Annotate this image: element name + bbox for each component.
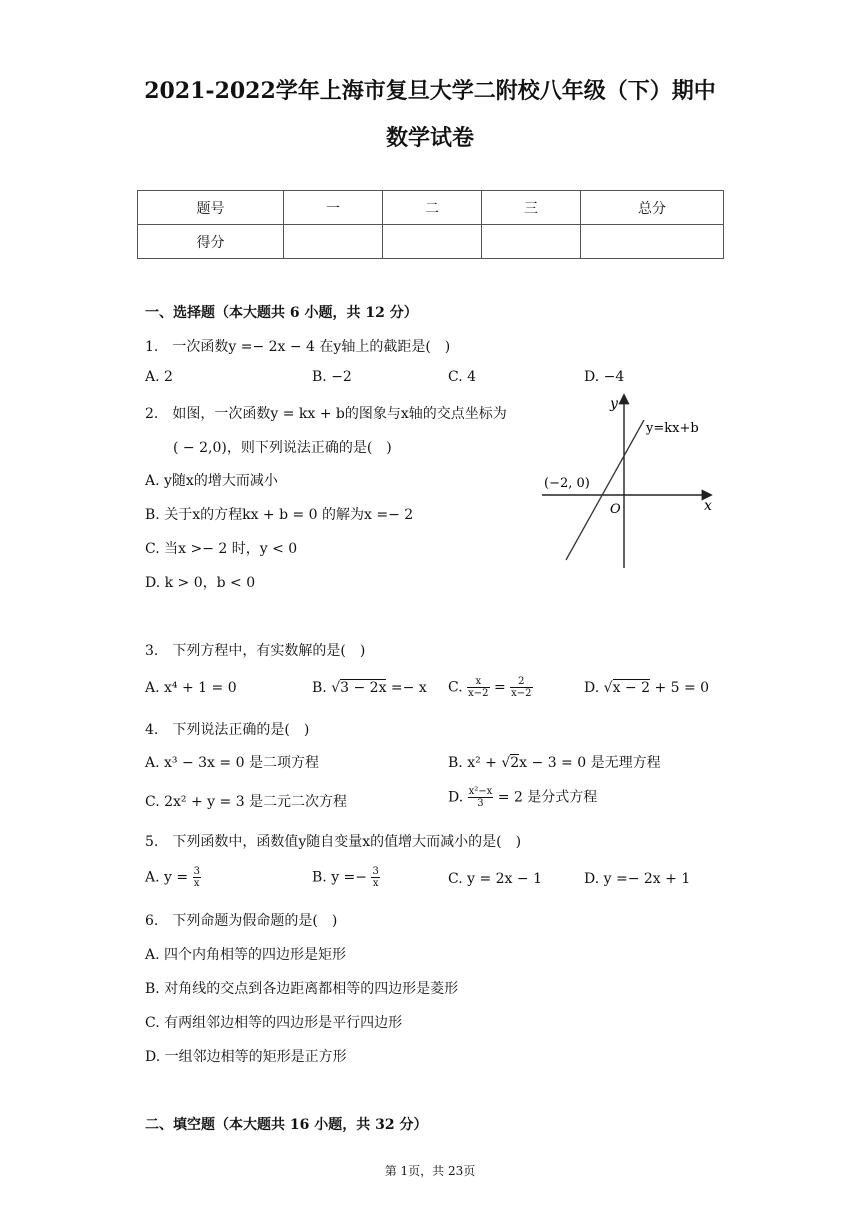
q3-b-radicand: 3 − 2x <box>340 680 387 696</box>
q5-a-prefix: A. y = <box>145 869 193 886</box>
q6-option-d: D. 一组邻边相等的矩形是正方形 <box>145 1049 347 1065</box>
q5-stem: 5. 下列函数中，函数值y随自变量x的值增大而减小的是( ) <box>145 834 522 850</box>
q2-stem-line-1: 2. 如图，一次函数y = kx + b的图象与x轴的交点坐标为 <box>145 406 507 422</box>
q5-b-fraction <box>371 866 379 889</box>
q2-option-a: A. y随x的增大而减小 <box>145 473 278 489</box>
cell-part-1: 一 <box>284 191 383 225</box>
score-table-score-row <box>138 225 724 259</box>
q3-c-fraction-left <box>467 676 489 699</box>
q5-a-num: 3 <box>193 866 200 877</box>
cell-part-2: 二 <box>383 191 482 225</box>
q3-c-prefix: C. <box>448 679 468 696</box>
q3-c-fraction-right <box>510 676 532 699</box>
section-1-heading: 一、选择题（本大题共 6 小题，共 12 分） <box>145 305 418 321</box>
intercept-point-label: (−2, 0) <box>544 476 590 491</box>
cell-question-number: 题号 <box>138 191 284 225</box>
q4-d-prefix: D. <box>448 789 468 806</box>
cell-part-3: 三 <box>482 191 581 225</box>
q5-option-b <box>312 866 380 889</box>
origin-label: O <box>610 502 621 517</box>
q3-option-b: B. √3 − 2x =− x <box>312 680 427 696</box>
x-axis-label: x <box>704 498 712 514</box>
q4-stem: 4. 下列说法正确的是( ) <box>145 722 310 738</box>
q3-c-equals: = <box>489 679 511 696</box>
q6-option-b: B. 对角线的交点到各边距离都相等的四边形是菱形 <box>145 981 459 997</box>
cell-total: 总分 <box>581 191 724 225</box>
q1-option-c: C. 4 <box>448 369 477 385</box>
title-line-1: 2021-2022学年上海市复旦大学二附校八年级（下）期中 <box>144 78 716 104</box>
section-2-heading: 二、填空题（本大题共 16 小题，共 32 分） <box>145 1117 428 1133</box>
q6-option-a: A. 四个内角相等的四边形是矩形 <box>145 947 347 963</box>
q5-a-den: x <box>193 878 200 889</box>
q4-d-den: 3 <box>477 798 484 809</box>
q3-b-suffix: =− x <box>386 680 427 696</box>
score-table-header-row <box>138 191 724 225</box>
q2-stem-line-2: ( − 2,0)，则下列说法正确的是( ) <box>173 440 392 456</box>
cell-score-2[interactable] <box>383 225 482 259</box>
linear-function-graph <box>540 392 720 572</box>
cell-score-1[interactable] <box>284 225 383 259</box>
q5-b-num: 3 <box>372 866 379 877</box>
q5-a-fraction <box>193 866 201 889</box>
q3-stem: 3. 下列方程中，有实数解的是( ) <box>145 643 366 659</box>
q3-b-prefix: B. <box>312 680 332 696</box>
q2-option-d: D. k > 0，b < 0 <box>145 575 256 591</box>
q3-c-num-right: 2 <box>510 676 532 688</box>
q5-option-a <box>145 866 201 889</box>
q4-b-radicand: 2 <box>510 755 520 771</box>
q4-option-c: C. 2x² + y = 3 是二元二次方程 <box>145 794 348 810</box>
q3-d-prefix: D. <box>584 680 604 696</box>
title-line-2: 数学试卷 <box>385 125 474 151</box>
q3-d-suffix: + 5 = 0 <box>650 680 710 696</box>
q5-option-c: C. y = 2x − 1 <box>448 871 542 887</box>
q3-c-den-left: x−2 <box>468 688 489 699</box>
cell-score-label: 得分 <box>138 225 284 259</box>
cell-score-total[interactable] <box>581 225 724 259</box>
q4-option-d <box>448 786 597 809</box>
y-axis-label: y <box>610 396 618 412</box>
q3-option-c <box>448 676 533 699</box>
q1-option-a: A. 2 <box>145 369 173 385</box>
q4-option-b: B. x² + √2x − 3 = 0 是无理方程 <box>448 755 661 771</box>
q4-d-num: x²−x <box>468 786 493 797</box>
q3-c-den-right: x−2 <box>511 688 532 699</box>
q1-stem: 1. 一次函数y =− 2x − 4 在y轴上的截距是( ) <box>145 339 451 355</box>
q1-option-b: B. −2 <box>312 369 352 385</box>
q3-d-radicand: x − 2 <box>612 680 650 696</box>
q3-c-num-left: x <box>467 676 489 688</box>
cell-score-3[interactable] <box>482 225 581 259</box>
q3-option-d: D. √x − 2 + 5 = 0 <box>584 680 710 696</box>
q5-b-prefix: B. y =− <box>312 869 372 886</box>
line-label: y=kx+b <box>646 421 699 436</box>
q5-b-den: x <box>372 878 379 889</box>
q4-b-suffix: x − 3 = 0 是无理方程 <box>519 755 661 771</box>
q3-option-a: A. x⁴ + 1 = 0 <box>145 680 237 696</box>
q4-d-suffix: = 2 是分式方程 <box>493 789 598 806</box>
q4-b-prefix: B. x² + <box>448 755 502 771</box>
q4-option-a: A. x³ − 3x = 0 是二项方程 <box>145 755 319 771</box>
q2-option-b: B. 关于x的方程kx + b = 0 的解为x =− 2 <box>145 507 414 523</box>
q6-option-c: C. 有两组邻边相等的四边形是平行四边形 <box>145 1015 403 1031</box>
score-table <box>137 190 724 259</box>
q1-option-d: D. −4 <box>584 369 625 385</box>
q6-stem: 6. 下列命题为假命题的是( ) <box>145 913 338 929</box>
q4-d-fraction <box>468 786 494 809</box>
q5-option-d: D. y =− 2x + 1 <box>584 871 691 887</box>
page-footer: 第 1页，共 23页 <box>384 1164 476 1178</box>
q2-option-c: C. 当x >− 2 时，y < 0 <box>145 541 298 557</box>
